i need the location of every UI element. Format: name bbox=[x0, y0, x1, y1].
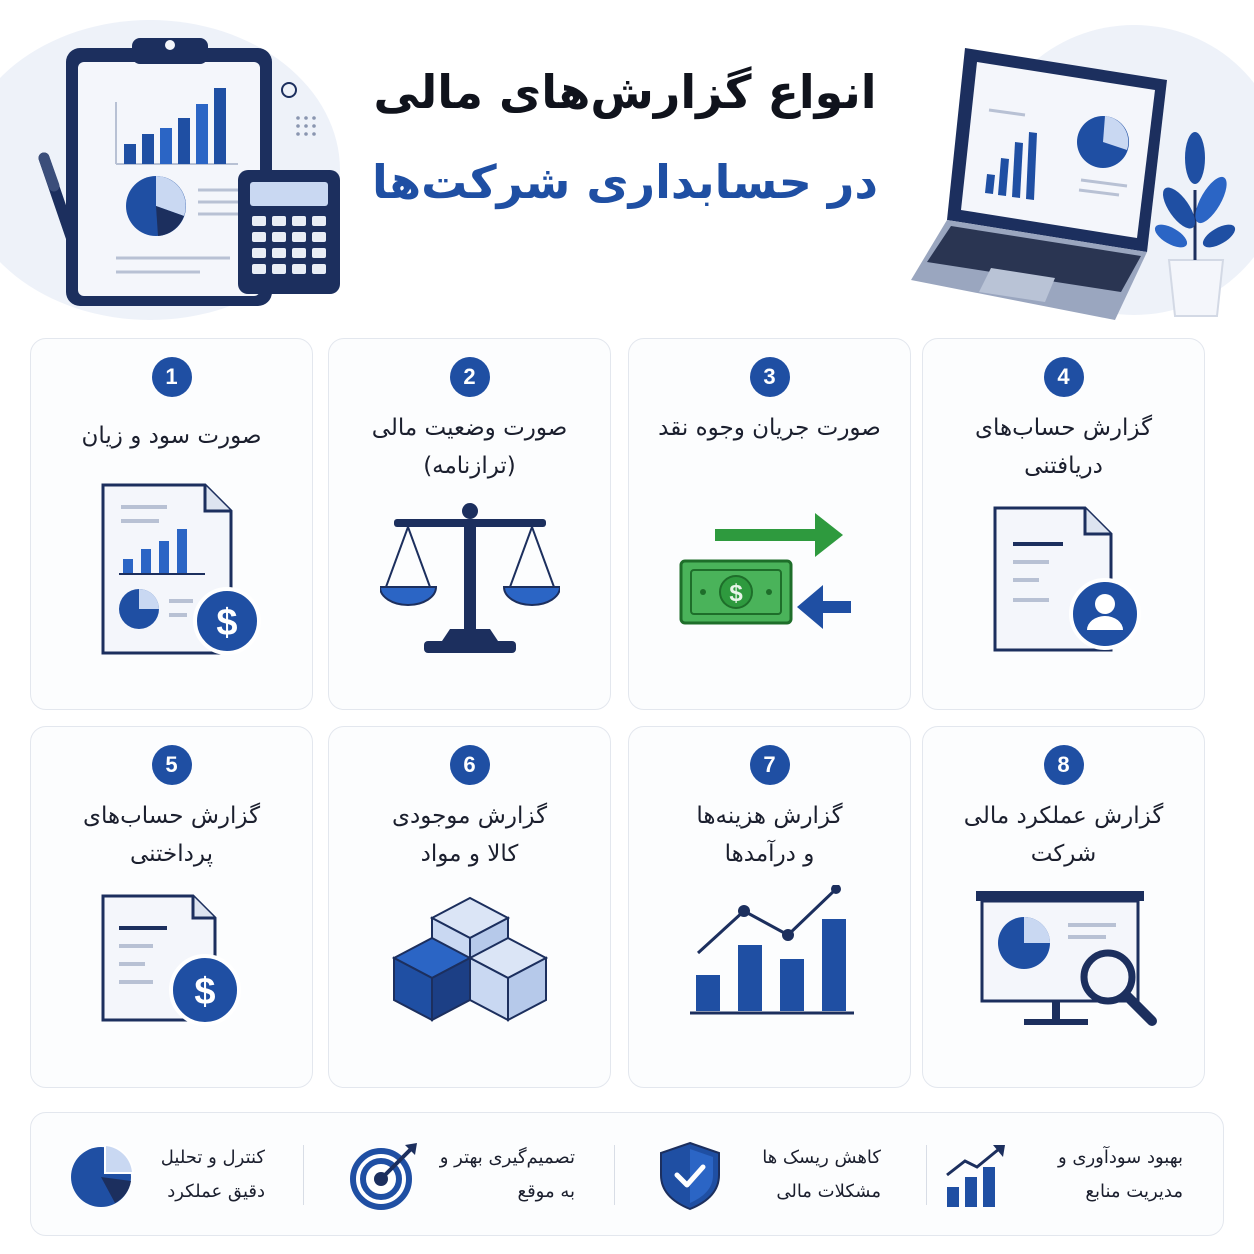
card-label bbox=[933, 409, 1194, 485]
benefit-line-2: دقیق عملکرد bbox=[167, 1181, 265, 1202]
card-label-line-1: صورت سود و زیان bbox=[81, 423, 262, 449]
card-label bbox=[339, 797, 600, 873]
card-label-line-1: صورت جریان وجوه نقد bbox=[658, 415, 881, 441]
benefit-control-analysis bbox=[31, 1113, 321, 1237]
benefit-risk-reduction bbox=[631, 1113, 921, 1237]
hero-right-illustration bbox=[905, 40, 1245, 320]
card-number-badge: 5 bbox=[152, 745, 192, 785]
card-label-line-2: شرکت bbox=[1030, 841, 1097, 867]
benefit-decision-making bbox=[331, 1113, 621, 1237]
card-number-badge: 7 bbox=[750, 745, 790, 785]
report-card-payables[interactable] bbox=[30, 726, 313, 1088]
report-card-performance[interactable] bbox=[922, 726, 1205, 1088]
card-label-line-1: صورت وضعیت مالی bbox=[371, 415, 568, 441]
benefit-line-1: کنترل و تحلیل bbox=[160, 1147, 265, 1168]
inventory-boxes-icon bbox=[390, 892, 550, 1027]
benefit-line-1: کاهش ریسک ها bbox=[762, 1147, 881, 1168]
benefit-profitability bbox=[923, 1113, 1213, 1237]
card-label-line-1: گزارش موجودی bbox=[391, 803, 548, 829]
report-card-income-statement[interactable] bbox=[30, 338, 313, 710]
card-label bbox=[339, 409, 600, 485]
benefit-text bbox=[1058, 1141, 1183, 1209]
card-number-badge: 1 bbox=[152, 357, 192, 397]
card-label-line-2: دریافتنی bbox=[1024, 453, 1103, 479]
benefit-line-2: مدیریت منابع bbox=[1085, 1181, 1183, 1202]
cash-flow-icon bbox=[675, 507, 865, 637]
svg-text:$: $ bbox=[215, 602, 238, 644]
svg-text:$: $ bbox=[728, 580, 743, 607]
growth-chart-icon bbox=[943, 1143, 1009, 1209]
card-number-badge: 4 bbox=[1044, 357, 1084, 397]
report-card-cash-flow[interactable] bbox=[628, 338, 911, 710]
card-label bbox=[639, 797, 900, 873]
title-line-2: در حسابداری شرکت‌ها bbox=[371, 155, 879, 209]
shield-check-icon bbox=[657, 1141, 723, 1211]
card-number-badge: 2 bbox=[450, 357, 490, 397]
report-card-balance-sheet[interactable] bbox=[328, 338, 611, 710]
benefits-bar bbox=[30, 1112, 1224, 1236]
card-number-badge: 8 bbox=[1044, 745, 1084, 785]
income-statement-icon bbox=[97, 479, 267, 659]
card-label bbox=[41, 797, 302, 873]
payables-document-icon bbox=[97, 892, 257, 1032]
card-label bbox=[933, 797, 1194, 873]
card-label-line-2: و درآمدها bbox=[724, 841, 815, 867]
report-card-inventory[interactable] bbox=[328, 726, 611, 1088]
benefit-text bbox=[161, 1141, 265, 1209]
card-label bbox=[639, 409, 900, 447]
report-card-income-expense[interactable] bbox=[628, 726, 911, 1088]
benefit-line-1: تصمیم‌گیری بهتر و bbox=[439, 1147, 575, 1168]
card-label-line-1: گزارش عملکرد مالی bbox=[963, 803, 1164, 829]
benefit-line-2: به موقع bbox=[517, 1181, 575, 1202]
page-title bbox=[340, 52, 910, 222]
card-label-line-1: گزارش حساب‌های bbox=[82, 803, 261, 829]
balance-scale-icon bbox=[380, 499, 560, 659]
potted-plant-icon bbox=[1151, 132, 1238, 316]
receivables-document-icon bbox=[989, 504, 1149, 654]
report-cards-grid bbox=[30, 338, 1224, 1088]
benefit-line-2: مشکلات مالی bbox=[776, 1181, 881, 1202]
benefit-text bbox=[440, 1141, 575, 1209]
laptop-chart-icon bbox=[905, 40, 1245, 320]
card-label-line-1: گزارش حساب‌های bbox=[974, 415, 1153, 441]
benefit-text bbox=[762, 1141, 881, 1209]
card-number-badge: 3 bbox=[750, 357, 790, 397]
card-label-line-1: گزارش هزینه‌ها bbox=[696, 803, 843, 829]
hero-left-illustration bbox=[30, 30, 350, 320]
target-arrow-icon bbox=[349, 1141, 419, 1211]
card-label bbox=[41, 409, 302, 455]
benefit-divider bbox=[926, 1145, 927, 1205]
card-number-badge: 6 bbox=[450, 745, 490, 785]
performance-presentation-icon bbox=[972, 889, 1162, 1033]
title-line-1: انواع گزارش‌های مالی bbox=[373, 65, 877, 119]
card-label-line-2: کالا و مواد bbox=[420, 841, 519, 867]
svg-text:$: $ bbox=[193, 971, 216, 1013]
report-card-receivables[interactable] bbox=[922, 338, 1205, 710]
clipboard-report-icon bbox=[30, 30, 350, 320]
pie-chart-icon bbox=[69, 1143, 135, 1209]
benefit-line-1: بهبود سودآوری و bbox=[1057, 1147, 1183, 1168]
card-label-line-2: (ترازنامه) bbox=[423, 453, 516, 479]
card-label-line-2: پرداختنی bbox=[130, 841, 213, 867]
income-expense-chart-icon bbox=[682, 885, 858, 1021]
calculator-icon bbox=[238, 170, 340, 294]
